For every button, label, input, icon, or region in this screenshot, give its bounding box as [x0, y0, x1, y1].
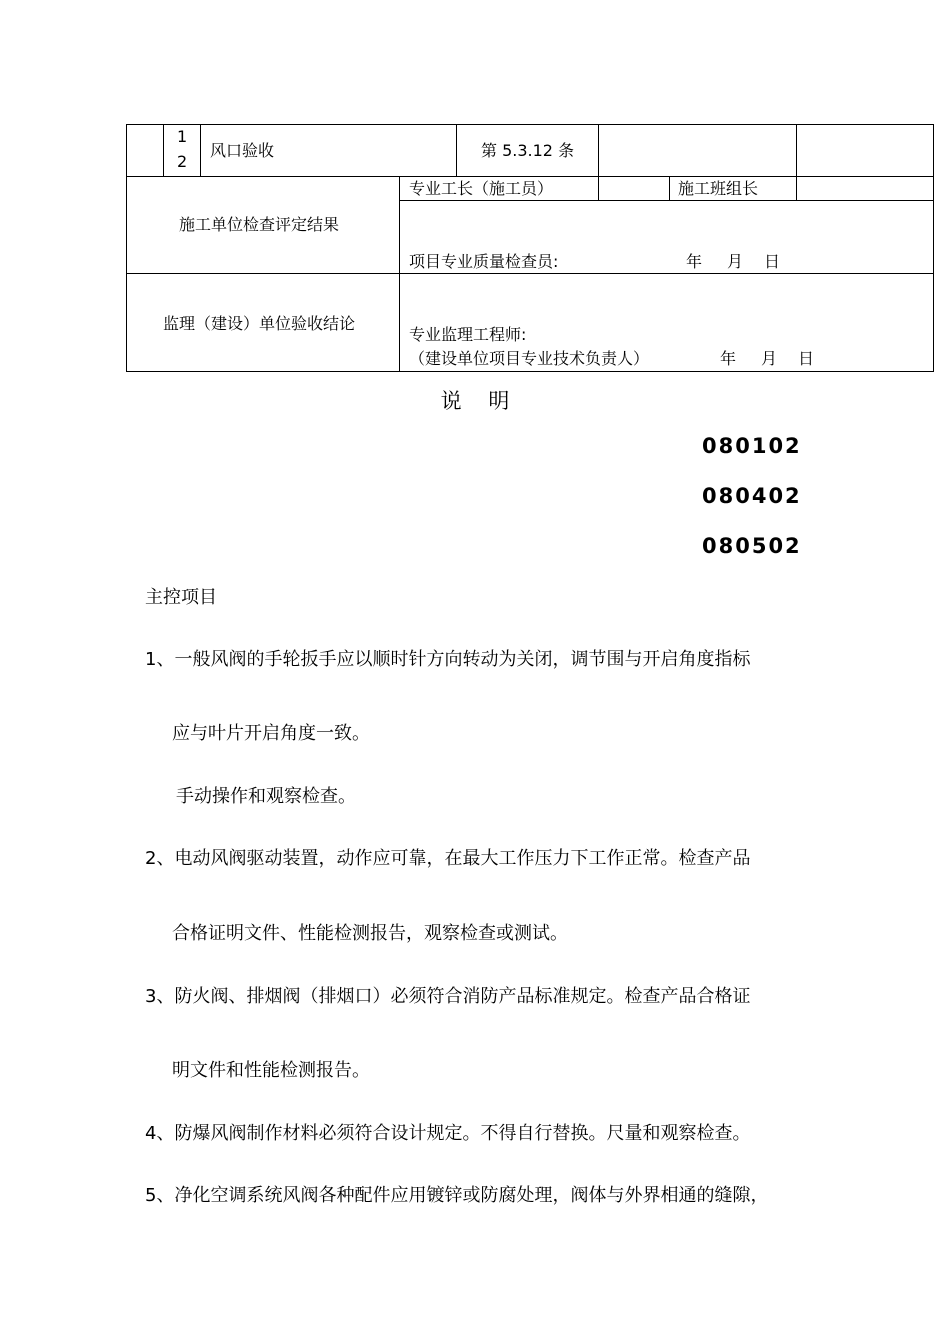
table-border	[796, 124, 797, 176]
table-border	[598, 124, 599, 200]
paragraph: 明文件和性能检测报告。	[172, 1060, 370, 1081]
table-border	[126, 176, 934, 177]
clause-ref: 第 5.3.12 条	[481, 141, 575, 160]
table-border	[126, 124, 934, 125]
section-title: 主控项目	[145, 587, 217, 608]
spec-code: 080102	[702, 434, 802, 458]
date-year: 年	[720, 349, 737, 368]
spec-code: 080502	[702, 534, 802, 558]
table-border	[933, 124, 934, 371]
paragraph: 4、防爆风阀制作材料必须符合设计规定。不得自行替换。尺量和观察检查。	[145, 1123, 751, 1144]
paragraph: 1、一般风阀的手轮扳手应以顺时针方向转动为关闭，调节围与开启角度指标	[145, 649, 751, 670]
row-number-digit: 1	[177, 127, 188, 146]
table-border	[796, 176, 797, 200]
paragraph: 3、防火阀、排烟阀（排烟口）必须符合消防产品标准规定。检查产品合格证	[145, 986, 751, 1007]
paragraph: 2、电动风阀驱动装置，动作应可靠，在最大工作压力下工作正常。检查产品	[145, 848, 751, 869]
supervision-conclusion-label: 监理（建设）单位验收结论	[163, 314, 356, 333]
table-border	[126, 273, 934, 274]
table-border	[200, 124, 201, 176]
date-month: 月	[727, 252, 744, 271]
table-border	[126, 371, 934, 372]
owner-rep-label: （建设单位项目专业技术负责人）	[409, 349, 650, 368]
paragraph: 应与叶片开启角度一致。	[172, 723, 370, 744]
row-number-digit: 2	[177, 152, 188, 171]
table-border	[456, 124, 457, 176]
table-border	[399, 176, 400, 371]
construction-result-label: 施工单位检查评定结果	[179, 215, 340, 234]
paragraph: 合格证明文件、性能检测报告，观察检查或测试。	[172, 923, 568, 944]
team-leader-label: 施工班组长	[678, 179, 759, 198]
paragraph: 5、净化空调系统风阀各种配件应用镀锌或防腐处理，阀体与外界相通的缝隙，	[145, 1185, 769, 1206]
table-border	[669, 176, 670, 200]
date-day: 日	[798, 349, 815, 368]
supervision-engineer-label: 专业监理工程师:	[409, 325, 527, 344]
item-name: 风口验收	[210, 141, 275, 160]
date-month: 月	[761, 349, 778, 368]
foreman-label: 专业工长（施工员）	[409, 179, 554, 198]
paragraph: 手动操作和观察检查。	[176, 786, 356, 807]
quality-inspector-label: 项目专业质量检查员:	[409, 252, 559, 271]
date-day: 日	[764, 252, 781, 271]
table-border	[126, 124, 127, 371]
date-year: 年	[686, 252, 703, 271]
table-border	[163, 124, 164, 176]
table-border	[399, 200, 934, 201]
spec-code: 080402	[702, 484, 802, 508]
page-title: 说 明	[440, 389, 510, 413]
